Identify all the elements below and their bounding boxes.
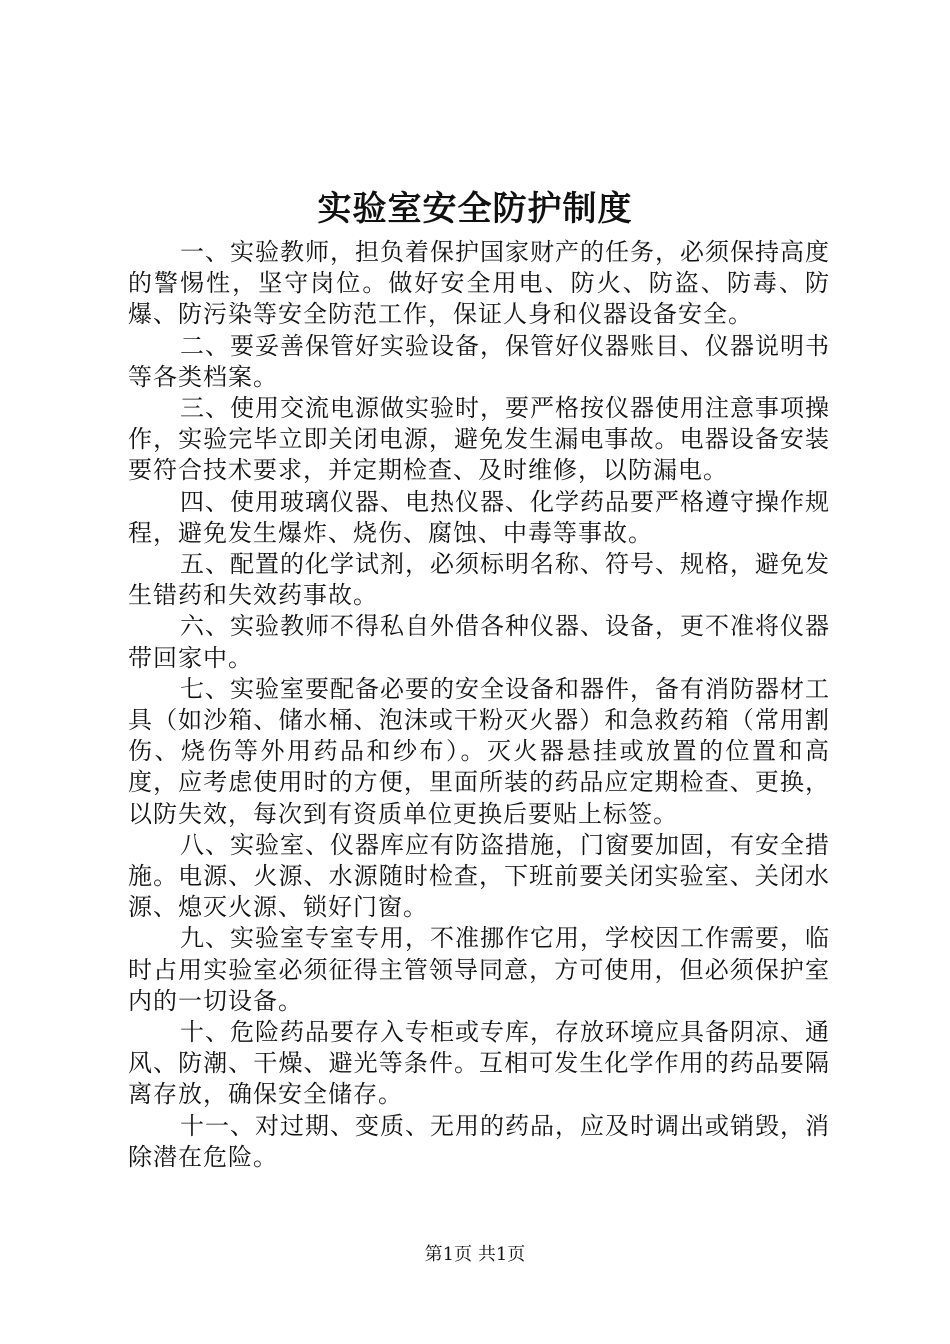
paragraph-8: 八、实验室、仪器库应有防盗措施，门窗要加固，有安全措施。电源、火源、水源随时检查，下班前要关闭实验室、关闭水源、熄灭火源、锁好门窗。 xyxy=(128,830,830,922)
paragraph-11: 十一、对过期、变质、无用的药品，应及时调出或销毁，消除潜在危险。 xyxy=(128,1111,830,1171)
paragraph-7: 七、实验室要配备必要的安全设备和器件，备有消防器材工具（如沙箱、储水桶、泡沫或干粉灭火器）和急救药箱（常用割伤、烧伤等外用药品和纱布）。灭火器悬挂或放置的位置和高度，应考虑使用时的方便，里面所装的药品应定期检查、更换，以防失效，每次到有资质单位更换后要贴上标签。 xyxy=(128,674,830,828)
paragraph-9: 九、实验室专室专用，不准挪作它用，学校因工作需要，临时占用实验室必须征得主管领导同意，方可使用，但必须保护室内的一切设备。 xyxy=(128,924,830,1015)
paragraph-4: 四、使用玻璃仪器、电热仪器、化学药品要严格遵守操作规程，避免发生爆炸、烧伤、腐蚀、中毒等事故。 xyxy=(128,487,830,547)
paragraph-5: 五、配置的化学试剂，必须标明名称、符号、规格，避免发生错药和失效药事故。 xyxy=(128,550,830,610)
paragraph-10: 十、危险药品要存入专柜或专库，存放环境应具备阴凉、通风、防潮、干燥、避光等条件。互相可发生化学作用的药品要隔离存放，确保安全储存。 xyxy=(128,1018,830,1109)
page-footer: 第1页 共1页 xyxy=(424,1244,526,1265)
paragraph-6: 六、实验教师不得私自外借各种仪器、设备，更不准将仪器带回家中。 xyxy=(128,612,830,672)
paragraph-1: 一、实验教师，担负着保护国家财产的任务，必须保持高度的警惕性，坚守岗位。做好安全用电、防火、防盗、防毒、防爆、防污染等安全防范工作，保证人身和仪器设备安全。 xyxy=(128,238,830,329)
document-body xyxy=(128,237,830,1173)
paragraph-2: 二、要妥善保管好实验设备，保管好仪器账目、仪器说明书等各类档案。 xyxy=(128,331,830,391)
paragraph-3: 三、使用交流电源做实验时，要严格按仪器使用注意事项操作，实验完毕立即关闭电源，避免发生漏电事故。电器设备安装要符合技术要求，并定期检查、及时维修，以防漏电。 xyxy=(128,394,830,485)
document-title: 实验室安全防护制度 xyxy=(317,189,633,229)
